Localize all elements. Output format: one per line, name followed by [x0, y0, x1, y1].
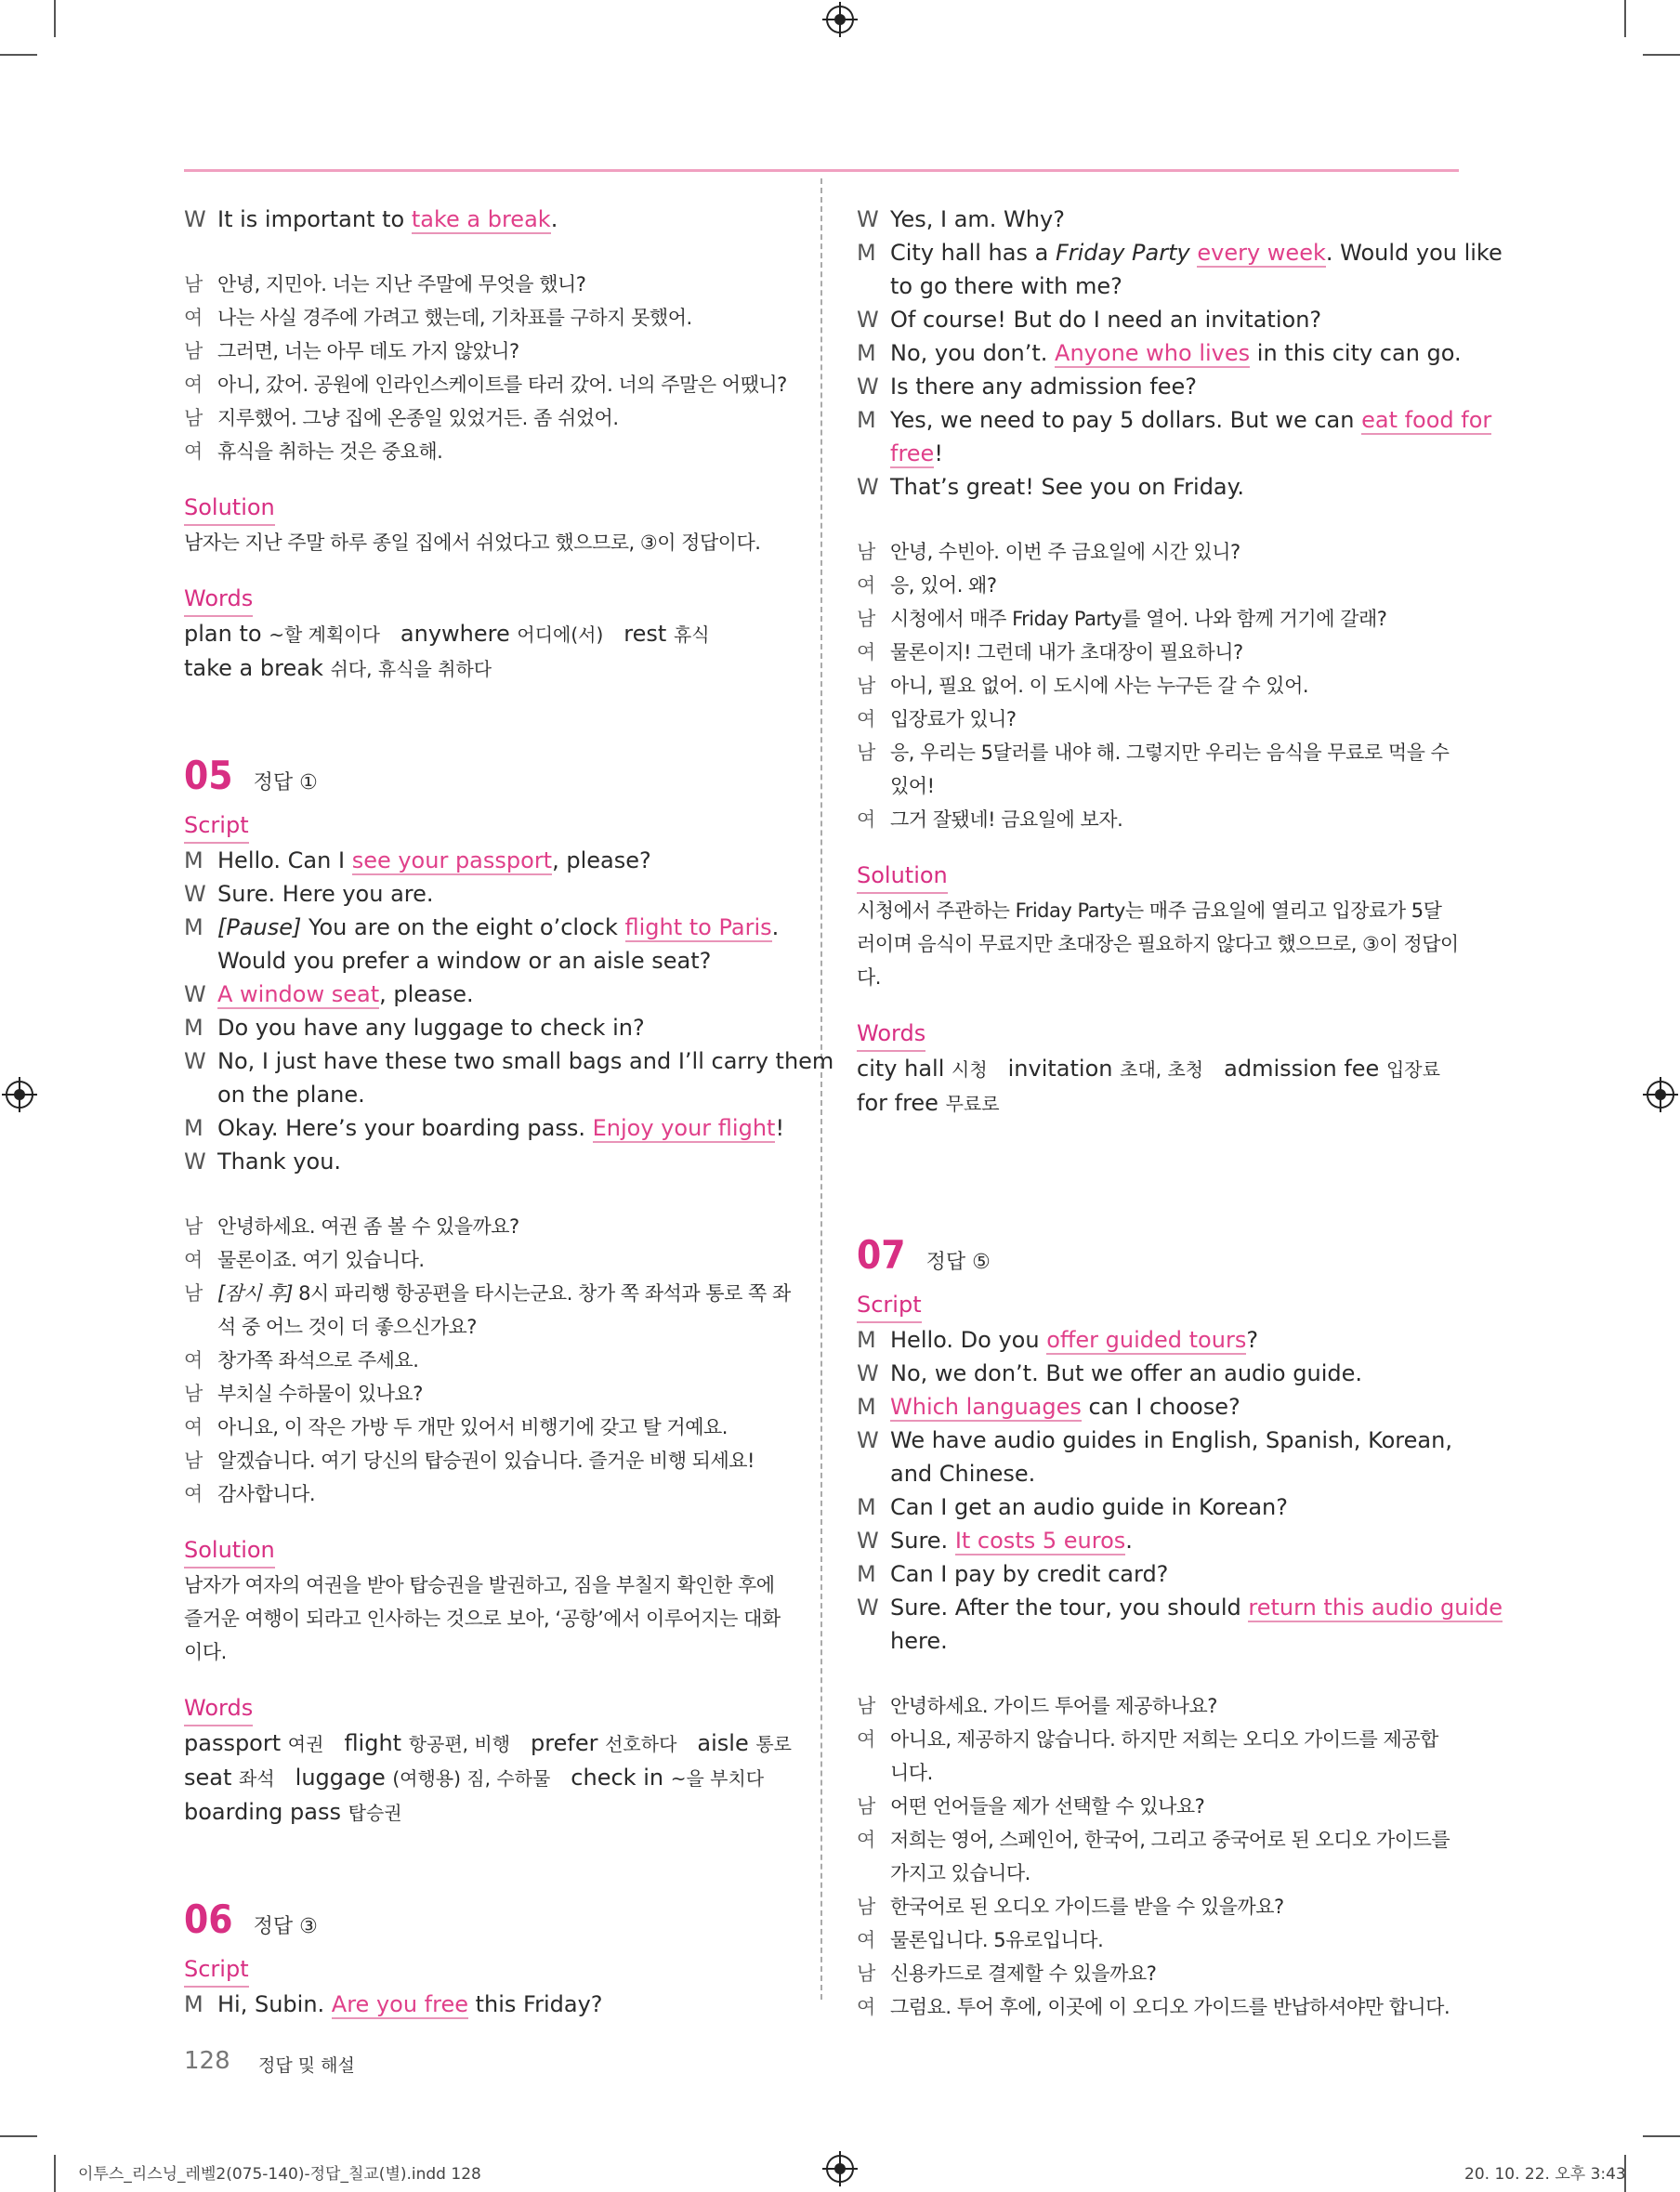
question-number: 07 [857, 1232, 906, 1278]
dialogue-line: W Is there any admission fee? [857, 374, 1197, 400]
words-line: take a break 쉬다, 휴식을 취하다 [184, 655, 492, 681]
dialogue-line: M Hi, Subin. Are you free this Friday? [184, 1991, 603, 2017]
solution-text: 이다. [184, 1641, 227, 1663]
translation-line: 여 창가쪽 좌석으로 주세요. [184, 1349, 419, 1372]
words-line: for free 무료로 [857, 1090, 1000, 1116]
translation-line: 남 신용카드로 결제할 수 있을까요? [857, 1962, 1157, 1985]
words-label: Words [857, 1017, 925, 1052]
dialogue-line: M No, you don’t. Anyone who lives in this city can go. [857, 340, 1462, 366]
dialogue-line: M Do you have any luggage to check in? [184, 1015, 645, 1041]
dialogue-line: M Hello. Can I see your passport, please? [184, 847, 651, 873]
registration-mark-icon [826, 2155, 854, 2183]
solution-text: 러이며 음식이 무료지만 초대장은 필요하지 않다고 했으므로, ③이 정답이 [857, 933, 1459, 955]
translation-line: 남 안녕하세요. 여권 좀 볼 수 있을까요? [184, 1215, 519, 1238]
question-number: 06 [184, 1897, 233, 1942]
dialogue-line: to go there with me? [890, 273, 1122, 299]
translation-line: 여 입장료가 있니? [857, 708, 1017, 730]
words-line: city hall 시청 invitation 초대, 초청 admission fee 입장료 [857, 1056, 1440, 1082]
solution-label: Solution [857, 859, 948, 894]
dialogue-line: W Thank you. [184, 1149, 342, 1175]
translation-line: 남 어떤 언어들을 제가 선택할 수 있나요? [857, 1795, 1205, 1818]
words-label: Words [184, 1691, 253, 1726]
solution-label: Solution [184, 491, 275, 526]
dialogue-line: W A window seat, please. [184, 981, 474, 1007]
translation-line: 니다. [890, 1762, 933, 1784]
words-line: boarding pass 탑승권 [184, 1799, 402, 1825]
registration-mark-icon [826, 6, 854, 33]
dialogue-line: Would you prefer a window or an aisle seat? [217, 948, 712, 974]
solution-text: 남자는 지난 주말 하루 종일 집에서 쉬었다고 했으므로, ③이 정답이다. [184, 532, 761, 554]
crop-mark [0, 54, 37, 56]
script-label: Script [184, 808, 249, 844]
translation-line: 여 그거 잘됐네! 금요일에 보자. [857, 808, 1123, 831]
translation-line: 여 나는 사실 경주에 가려고 했는데, 기차표를 구하지 못했어. [184, 307, 692, 329]
translation-line: 여 물론이지! 그런데 내가 초대장이 필요하니? [857, 641, 1243, 663]
dialogue-line: M Okay. Here’s your boarding pass. Enjoy your flight! [184, 1115, 785, 1141]
solution-text: 시청에서 주관하는 Friday Party는 매주 금요일에 열리고 입장료가 5달 [857, 899, 1442, 922]
file-date: 20. 10. 22. 오후 3:43 [1464, 2165, 1626, 2184]
dialogue-line: M [Pause] You are on the eight o’clock flight to Paris. [184, 914, 780, 940]
registration-mark-icon [1647, 1081, 1674, 1109]
question-number: 05 [184, 753, 233, 798]
crop-mark [0, 2135, 37, 2137]
dialogue-line: W Sure. It costs 5 euros. [857, 1528, 1133, 1554]
translation-line: 남 부치실 수하물이 있나요? [184, 1383, 423, 1405]
translation-line: 여 아니요, 제공하지 않습니다. 하지만 저희는 오디오 가이드를 제공합 [857, 1728, 1438, 1751]
translation-line: 남 아니, 필요 없어. 이 도시에 사는 누구든 갈 수 있어. [857, 675, 1309, 697]
translation-line: 여 물론입니다. 5유로입니다. [857, 1929, 1104, 1951]
translation-line: 여 물론이죠. 여기 있습니다. [184, 1249, 425, 1271]
answer-label: 정답 ① [253, 771, 318, 794]
translation-line: 남 [잠시 후] 8시 파리행 항공편을 타시는군요. 창가 쪽 좌석과 통로 쪽 좌 [184, 1282, 791, 1305]
page-number: 128 [184, 2047, 230, 2075]
words-line: passport 여권 flight 항공편, 비행 prefer 선호하다 aisle 통로 [184, 1730, 792, 1756]
translation-line: 석 중 어느 것이 더 좋으신가요? [217, 1316, 477, 1338]
translation-line: 남 지루했어. 그냥 집에 온종일 있었거든. 좀 쉬었어. [184, 407, 619, 429]
column-divider [820, 178, 822, 2000]
dialogue-line: W That’s great! See you on Friday. [857, 474, 1245, 500]
dialogue-line: M Can I pay by credit card? [857, 1561, 1169, 1587]
dialogue-line: here. [890, 1628, 948, 1654]
crop-mark [1643, 2135, 1680, 2137]
dialogue-line: and Chinese. [890, 1461, 1036, 1487]
section-label: 정답 및 해설 [258, 2055, 355, 2076]
translation-line: 여 감사합니다. [184, 1483, 316, 1505]
translation-line: 여 휴식을 취하는 것은 중요해. [184, 440, 443, 463]
solution-text: 다. [857, 966, 881, 989]
translation-line: 남 한국어로 된 오디오 가이드를 받을 수 있을까요? [857, 1896, 1284, 1918]
dialogue-line: W No, I just have these two small bags and I’ll carry them [184, 1048, 834, 1074]
dialogue-line: M Can I get an audio guide in Korean? [857, 1494, 1288, 1520]
registration-mark-icon [6, 1081, 33, 1109]
translation-line: 남 응, 우리는 5달러를 내야 해. 그렇지만 우리는 음식을 무료로 먹을 수 [857, 742, 1450, 764]
translation-line: 있어! [890, 775, 935, 797]
translation-line: 여 아니, 갔어. 공원에 인라인스케이트를 타러 갔어. 너의 주말은 어땠니? [184, 374, 787, 396]
dialogue-line: W Of course! But do I need an invitation? [857, 307, 1322, 333]
solution-text: 즐거운 여행이 되라고 인사하는 것으로 보아, ‘공항’에서 이루어지는 대화 [184, 1608, 781, 1630]
dialogue-line: W No, we don’t. But we offer an audio guide. [857, 1360, 1362, 1386]
crop-mark [54, 2155, 56, 2192]
translation-line: 남 안녕, 수빈아. 이번 주 금요일에 시간 있니? [857, 541, 1240, 563]
dialogue-line: W Yes, I am. Why? [857, 206, 1065, 232]
words-label: Words [184, 582, 253, 617]
dialogue-line: W We have audio guides in English, Spanish, Korean, [857, 1427, 1452, 1453]
left-column [184, 203, 834, 2021]
top-rule [184, 169, 1459, 172]
translation-line: 남 안녕하세요. 가이드 투어를 제공하나요? [857, 1695, 1217, 1717]
question-header [184, 1897, 786, 1952]
answer-label: 정답 ⑤ [925, 1251, 991, 1274]
script-label: Script [184, 1952, 249, 1988]
dialogue-line: M City hall has a Friday Party every week. Would you like [857, 240, 1503, 266]
solution-text: 남자가 여자의 여권을 받아 탑승권을 발권하고, 짐을 부칠지 확인한 후에 [184, 1574, 775, 1596]
crop-mark [1643, 54, 1680, 56]
dialogue-line: on the plane. [217, 1082, 365, 1108]
dialogue-line: M Hello. Do you offer guided tours? [857, 1327, 1259, 1353]
translation-line: 여 아니요, 이 작은 가방 두 개만 있어서 비행기에 갖고 탈 거예요. [184, 1416, 728, 1438]
script-label: Script [857, 1288, 922, 1323]
question-header [184, 753, 786, 808]
dialogue-line: W It is important to take a break. [184, 206, 558, 232]
translation-line: 남 알겠습니다. 여기 당신의 탑승권이 있습니다. 즐거운 비행 되세요! [184, 1450, 755, 1472]
dialogue-line: M Which languages can I choose? [857, 1394, 1240, 1420]
translation-line: 남 시청에서 매주 Friday Party를 열어. 나와 함께 거기에 갈래? [857, 608, 1387, 630]
translation-line: 여 그럼요. 투어 후에, 이곳에 이 오디오 가이드를 반납하셔야만 합니다. [857, 1996, 1450, 2018]
file-info: 이투스_리스닝_레벨2(075-140)-정답_칠교(별).indd 128 [78, 2165, 481, 2184]
dialogue-line: W Sure. After the tour, you should return this audio guide [857, 1595, 1503, 1621]
words-line: plan to ~할 계획이다 anywhere 어디에(서) rest 휴식 [184, 621, 710, 647]
answer-label: 정답 ③ [253, 1915, 318, 1938]
solution-label: Solution [184, 1533, 275, 1569]
translation-line: 남 그러면, 너는 아무 데도 가지 않았니? [184, 340, 519, 362]
translation-line: 여 저희는 영어, 스페인어, 한국어, 그리고 중국어로 된 오디오 가이드를 [857, 1829, 1450, 1851]
translation-line: 여 응, 있어. 왜? [857, 574, 997, 597]
dialogue-line: W Sure. Here you are. [184, 881, 434, 907]
dialogue-line: M Yes, we need to pay 5 dollars. But we can eat food for [857, 407, 1492, 433]
question-header [857, 1232, 1459, 1288]
translation-line: 가지고 있습니다. [890, 1862, 1030, 1884]
dialogue-line: free! [890, 440, 943, 466]
crop-mark [54, 0, 56, 37]
right-column [857, 203, 1503, 2024]
words-line: seat 좌석 luggage (여행용) 짐, 수하물 check in ~을 부치다 [184, 1765, 765, 1791]
crop-mark [1624, 0, 1626, 37]
translation-line: 남 안녕, 지민아. 너는 지난 주말에 무엇을 했니? [184, 273, 586, 295]
